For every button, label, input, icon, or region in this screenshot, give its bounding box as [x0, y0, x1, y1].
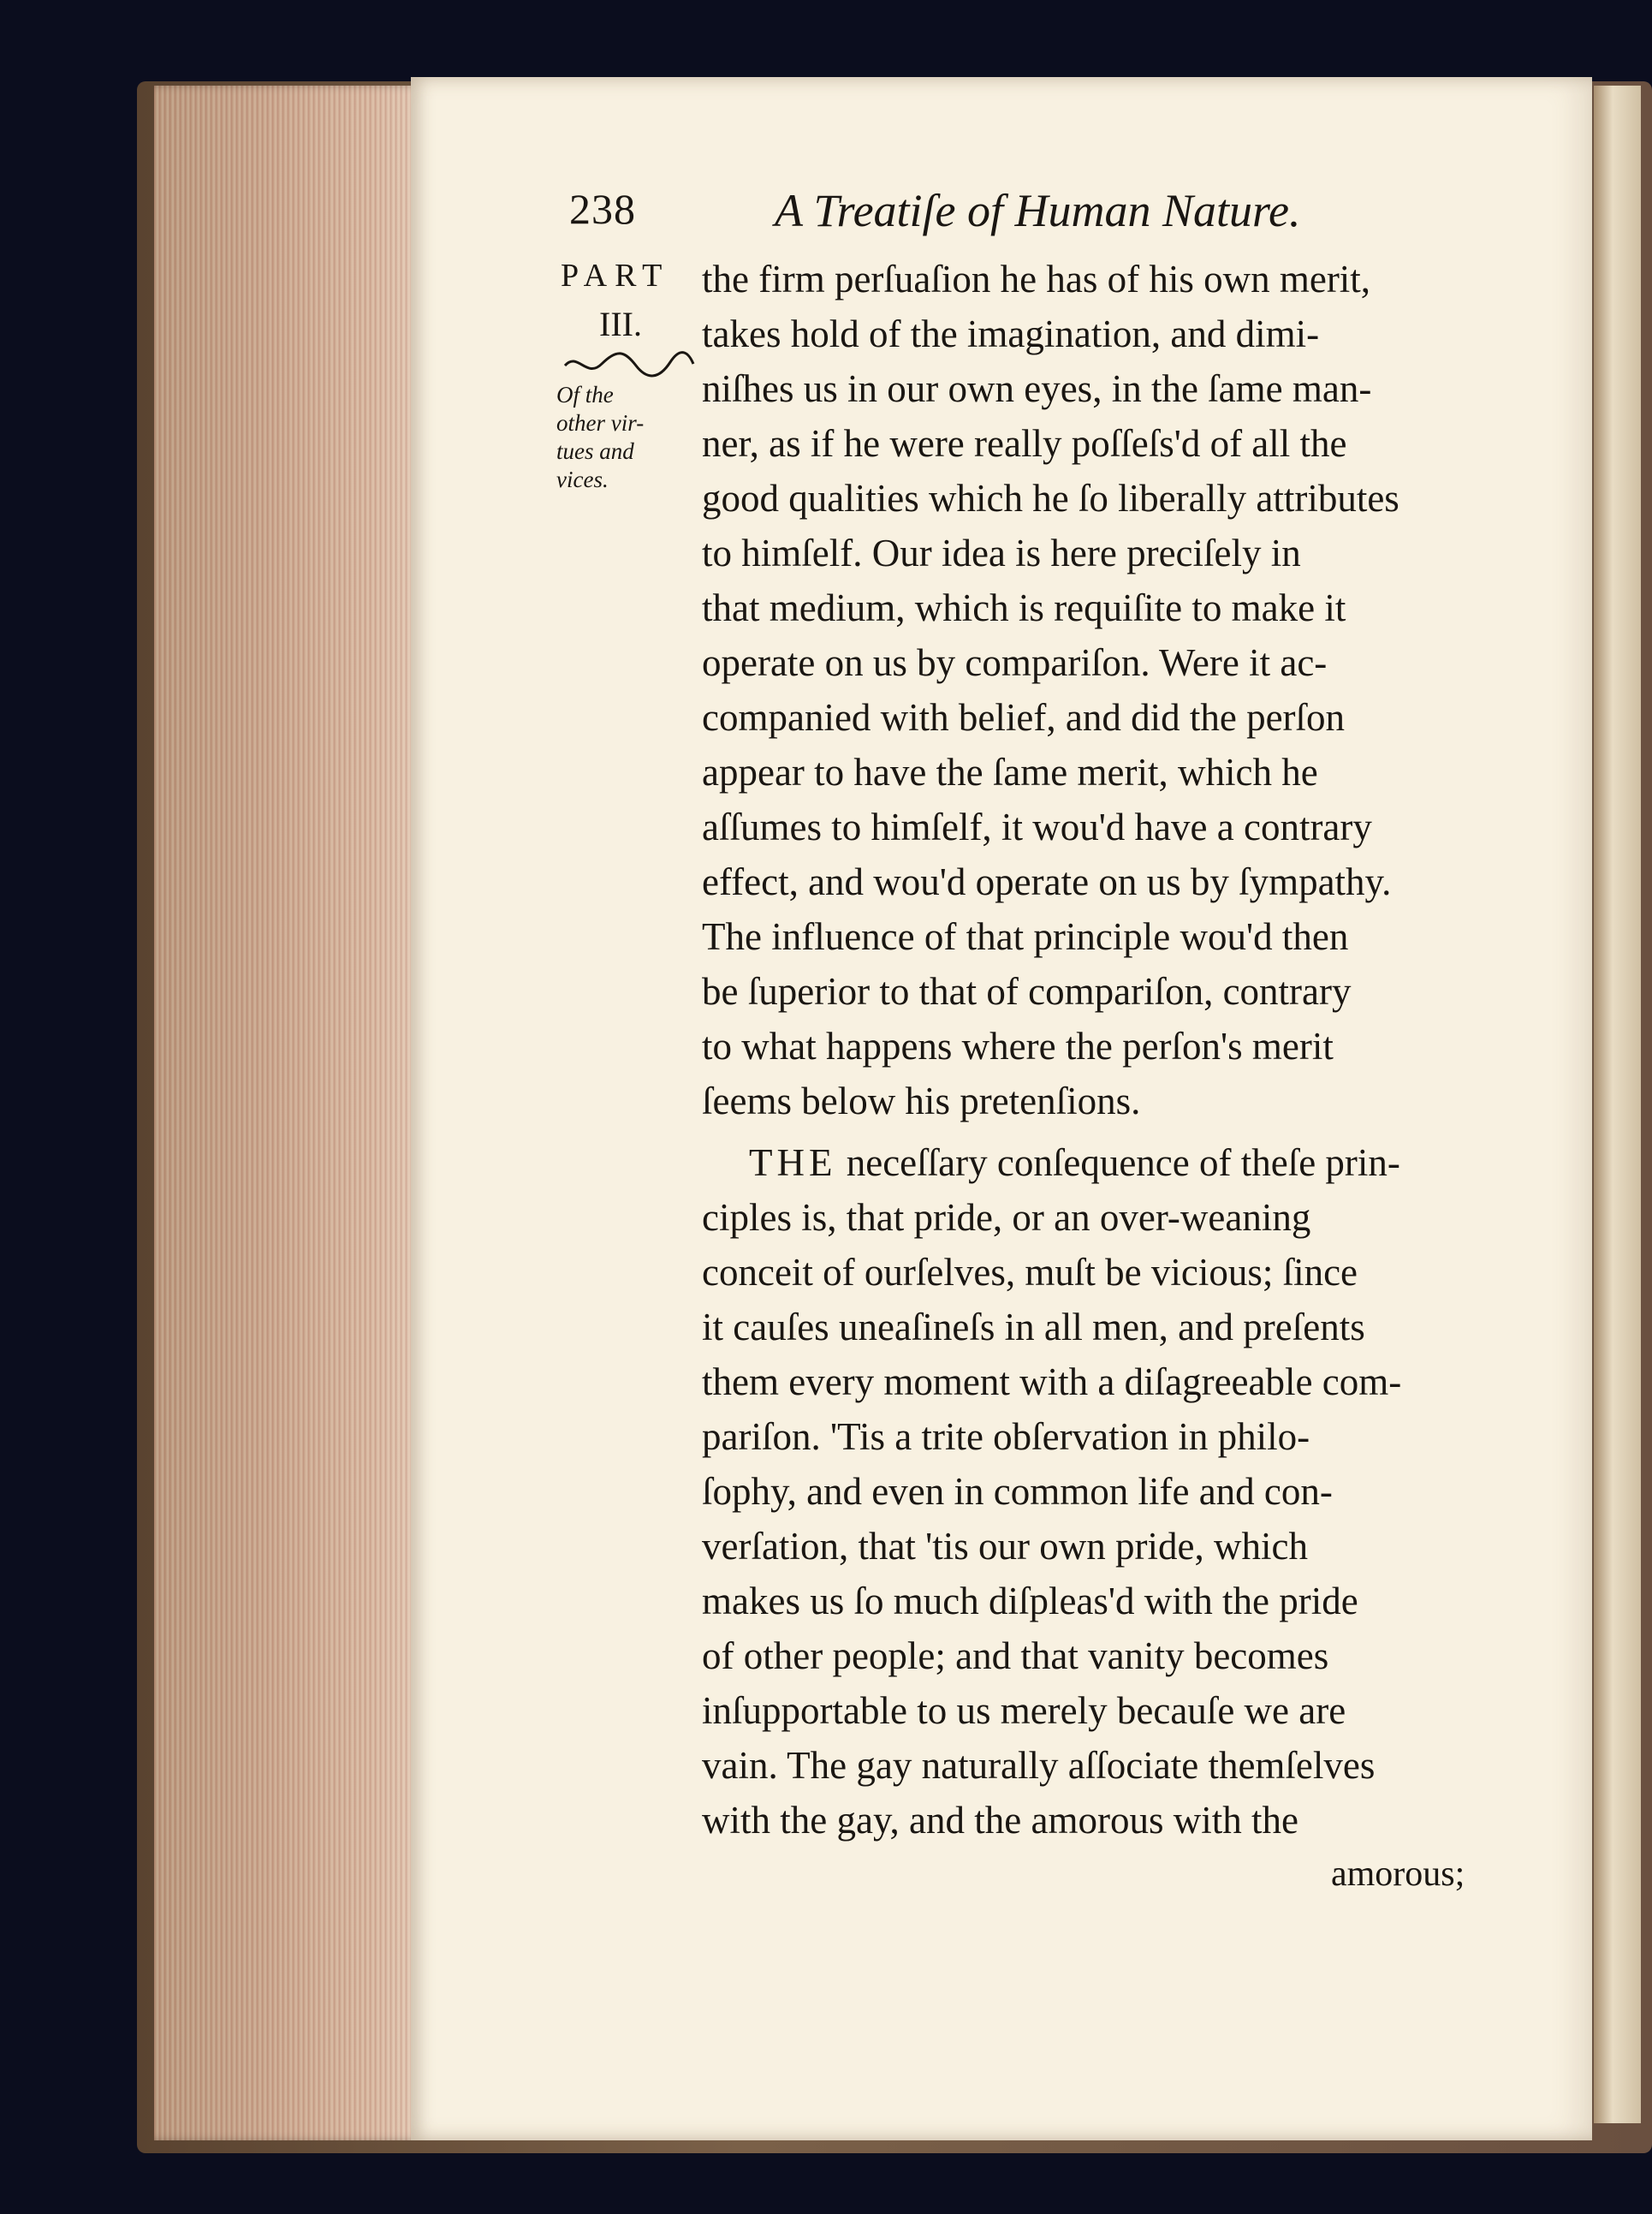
- paragraph2-line: pariſon. 'Tis a trite obſervation in philo-: [702, 1415, 1310, 1458]
- paragraph2-line: them every moment with a diſagreeable com-: [702, 1360, 1402, 1403]
- paragraph1-line: the firm perſuaſion he has of his own merit,: [702, 258, 1371, 301]
- paragraph1-line: companied with belief, and did the perſon: [702, 696, 1346, 739]
- paragraph1-line: aſſumes to himſelf, it wou'd have a contrary: [702, 806, 1372, 848]
- paragraph1-line: appear to have the ſame merit, which he: [702, 751, 1318, 794]
- paragraph1-line: takes hold of the imagination, and dimi-: [702, 312, 1320, 355]
- paragraph2-lead-word: THE: [749, 1141, 837, 1184]
- paragraph1-line: ſeems below his pretenſions.: [702, 1080, 1141, 1122]
- paragraph1-line: niſhes us in our own eyes, in the ſame man-: [702, 367, 1372, 410]
- paragraph2-line: with the gay, and the amorous with the: [702, 1799, 1298, 1842]
- running-title: A Treatiſe of Human Nature.: [775, 185, 1301, 236]
- page-number: 238: [569, 185, 636, 233]
- paragraph1-line: that medium, which is requiſite to make it: [702, 586, 1346, 629]
- catchword: amorous;: [1331, 1854, 1465, 1894]
- paragraph1-line: to himſelf. Our idea is here preciſely in: [702, 532, 1301, 574]
- paragraph1-line: good qualities which he ſo liberally attributes: [702, 477, 1399, 520]
- paragraph2-line: verſation, that 'tis our own pride, which: [702, 1525, 1308, 1568]
- paragraph1-line: ner, as if he were really poſſeſs'd of all the: [702, 422, 1347, 465]
- paragraph2-line: conceit of ourſelves, muſt be vicious; ſince: [702, 1251, 1358, 1294]
- paragraph2-line: ſophy, and even in common life and con-: [702, 1470, 1333, 1513]
- paragraph1-line: effect, and wou'd operate on us by ſympathy.: [702, 860, 1392, 903]
- paragraph2-line: ciples is, that pride, or an over-weaning: [702, 1196, 1311, 1239]
- paragraph1-line: to what happens where the perſon's merit: [702, 1025, 1334, 1068]
- paragraph1-line: The influence of that principle wou'd then: [702, 915, 1349, 958]
- paragraph2-line: it cauſes uneaſineſs in all men, and preſents: [702, 1306, 1365, 1348]
- margin-note-line: tues and: [556, 438, 634, 464]
- margin-note-line: other vir-: [556, 410, 645, 436]
- paragraph2-line: vain. The gay naturally aſſociate themſelves: [702, 1744, 1376, 1787]
- margin-part-label: PART: [561, 258, 670, 294]
- margin-part-number: III.: [599, 305, 642, 343]
- margin-note-line: vices.: [556, 467, 609, 492]
- paragraph2-first-line: THE neceſſary conſequence of theſe prin-: [749, 1141, 1400, 1184]
- paragraph2-line: makes us ſo much diſpleas'd with the pride: [702, 1580, 1358, 1622]
- paragraph2-line: of other people; and that vanity becomes: [702, 1634, 1329, 1677]
- margin-note-line: Of the: [556, 382, 614, 408]
- paragraph2-line: inſupportable to us merely becauſe we are: [702, 1689, 1346, 1732]
- paragraph1-line: operate on us by compariſon. Were it ac-: [702, 641, 1328, 684]
- paragraph1-line: be ſuperior to that of compariſon, contrary: [702, 970, 1352, 1013]
